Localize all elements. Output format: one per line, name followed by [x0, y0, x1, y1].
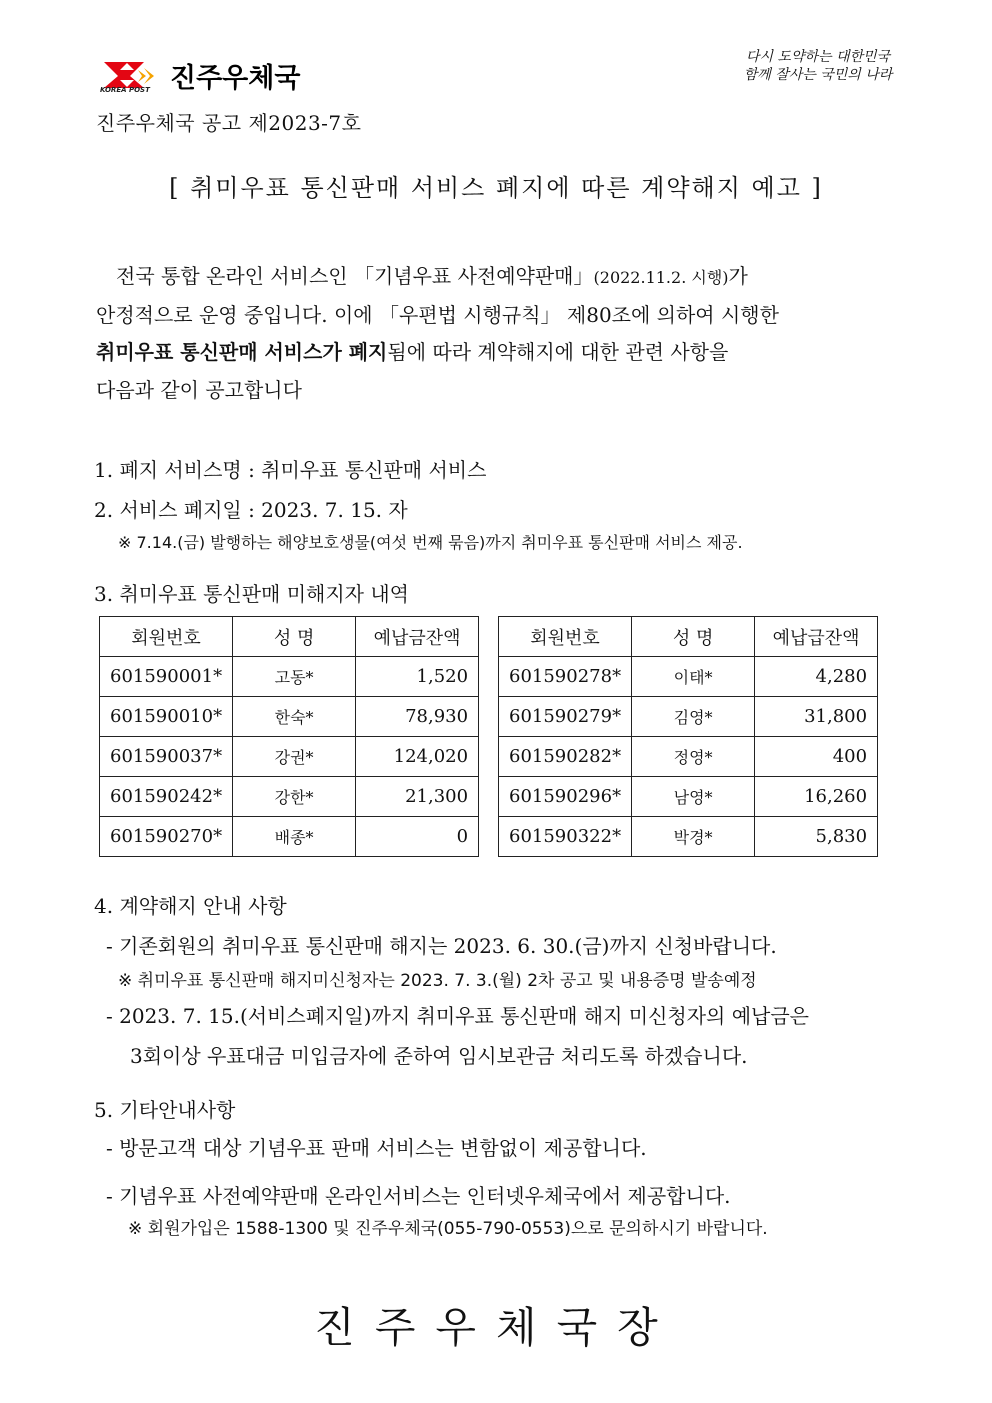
document-title: [ 취미우표 통신판매 서비스 폐지에 따른 계약해지 예고 ]	[169, 174, 823, 202]
member-name: 이태*	[632, 657, 755, 697]
member-name: 배종*	[233, 817, 356, 857]
table-header-row	[499, 617, 878, 657]
member-name: 박경*	[632, 817, 755, 857]
section-4-item-2-cont: 3회이상 우표대금 미입금자에 준하여 임시보관금 처리도록 하겠습니다.	[130, 1044, 748, 1068]
section-5: 5. 기타안내사항	[94, 1098, 236, 1122]
section-4-item-2: - 2023. 7. 15.(서비스폐지일)까지 취미우표 통신판매 해지 미신청자의 예납금은	[106, 1004, 810, 1028]
member-name: 고동*	[233, 657, 356, 697]
intro-line-1	[96, 258, 900, 297]
member-name: 강한*	[233, 777, 356, 817]
section-5-item-1: - 방문고객 대상 기념우표 판매 서비스는 변함없이 제공합니다.	[106, 1136, 647, 1160]
intro-line-2: 안정적으로 운영 중입니다. 이에 「우편법 시행규칙」 제80조에 의하여 시행한	[96, 302, 779, 327]
member-id: 601590001*	[100, 657, 233, 697]
intro-paragraph	[96, 258, 900, 409]
header-name: 성 명	[233, 617, 356, 657]
table-row	[100, 737, 479, 777]
member-id: 601590278*	[499, 657, 632, 697]
member-balance: 4,280	[755, 657, 878, 697]
member-id: 601590282*	[499, 737, 632, 777]
section-4-note: ※ 취미우표 통신판매 해지미신청자는 2023. 7. 3.(월) 2차 공고 및 내용증명 발송예정	[118, 971, 757, 991]
header-balance: 예납금잔액	[356, 617, 479, 657]
member-id: 601590322*	[499, 817, 632, 857]
table-row	[499, 817, 878, 857]
member-name: 남영*	[632, 777, 755, 817]
notice-number: 진주우체국 공고 제2023-7호	[96, 111, 362, 135]
header-name: 성 명	[632, 617, 755, 657]
member-balance: 31,800	[755, 697, 878, 737]
members-table-right	[498, 616, 878, 857]
section-2-note: ※ 7.14.(금) 발행하는 해양보호생물(여섯 번째 묶음)까지 취미우표 통신판매 서비스 제공.	[118, 533, 743, 552]
table-row	[499, 737, 878, 777]
member-id: 601590279*	[499, 697, 632, 737]
intro-date: (2022.11.2. 시행)	[593, 268, 729, 287]
intro-text: 됨에 따라 계약해지에 대한 관련 사항을	[387, 340, 729, 364]
section-4-item-1: - 기존회원의 취미우표 통신판매 해지는 2023. 6. 30.(금)까지 신청바랍니다.	[106, 934, 777, 958]
table-row	[499, 657, 878, 697]
member-name: 정영*	[632, 737, 755, 777]
table-row	[100, 817, 479, 857]
table-row	[499, 697, 878, 737]
member-balance: 124,020	[356, 737, 479, 777]
member-balance: 16,260	[755, 777, 878, 817]
intro-text: 전국 통합 온라인 서비스인 「기념우표 사전예약판매」	[116, 264, 594, 288]
member-balance: 21,300	[356, 777, 479, 817]
emphasis-text: 취미우표 통신판매 서비스가 폐지	[96, 340, 388, 364]
table-row	[100, 777, 479, 817]
member-id: 601590010*	[100, 697, 233, 737]
members-table-left	[99, 616, 479, 857]
header-balance: 예납급잔액	[755, 617, 878, 657]
member-balance: 5,830	[755, 817, 878, 857]
section-4: 4. 계약해지 안내 사항	[94, 894, 287, 918]
member-balance: 78,930	[356, 697, 479, 737]
section-3: 3. 취미우표 통신판매 미해지자 내역	[94, 582, 409, 606]
member-id: 601590037*	[100, 737, 233, 777]
header-member-id: 회원번호	[499, 617, 632, 657]
header-member-id: 회원번호	[100, 617, 233, 657]
table-row	[100, 697, 479, 737]
intro-line-3	[96, 334, 900, 372]
section-2: 2. 서비스 폐지일 : 2023. 7. 15. 자	[94, 498, 408, 522]
korea-post-logo	[100, 56, 160, 96]
member-balance: 0	[356, 817, 479, 857]
table-row	[499, 777, 878, 817]
section-1: 1. 폐지 서비스명 : 취미우표 통신판매 서비스	[94, 458, 487, 482]
slogan-line-2: 함께 잘사는 국민의 나라	[743, 67, 893, 83]
intro-line-4: 다음과 같이 공고합니다	[96, 377, 302, 402]
office-name: 진주우체국	[170, 63, 301, 94]
member-balance: 1,520	[356, 657, 479, 697]
member-name: 한숙*	[233, 697, 356, 737]
member-id: 601590296*	[499, 777, 632, 817]
government-slogan	[728, 48, 908, 84]
intro-text: 가	[728, 264, 748, 288]
section-5-item-2: - 기념우표 사전예약판매 온라인서비스는 인터넷우체국에서 제공합니다.	[106, 1184, 731, 1208]
logo-caption: KOREA POST	[100, 86, 150, 94]
member-balance: 400	[755, 737, 878, 777]
table-row	[100, 657, 479, 697]
slogan-line-1: 다시 도약하는 대한민국	[745, 49, 891, 65]
section-5-note: ※ 회원가입은 1588-1300 및 진주우체국(055-790-0553)으로 문의하시기 바랍니다.	[128, 1219, 768, 1239]
member-id: 601590242*	[100, 777, 233, 817]
member-name: 김영*	[632, 697, 755, 737]
signature: 진주우체국장	[314, 1303, 678, 1352]
member-name: 강권*	[233, 737, 356, 777]
table-header-row	[100, 617, 479, 657]
member-id: 601590270*	[100, 817, 233, 857]
